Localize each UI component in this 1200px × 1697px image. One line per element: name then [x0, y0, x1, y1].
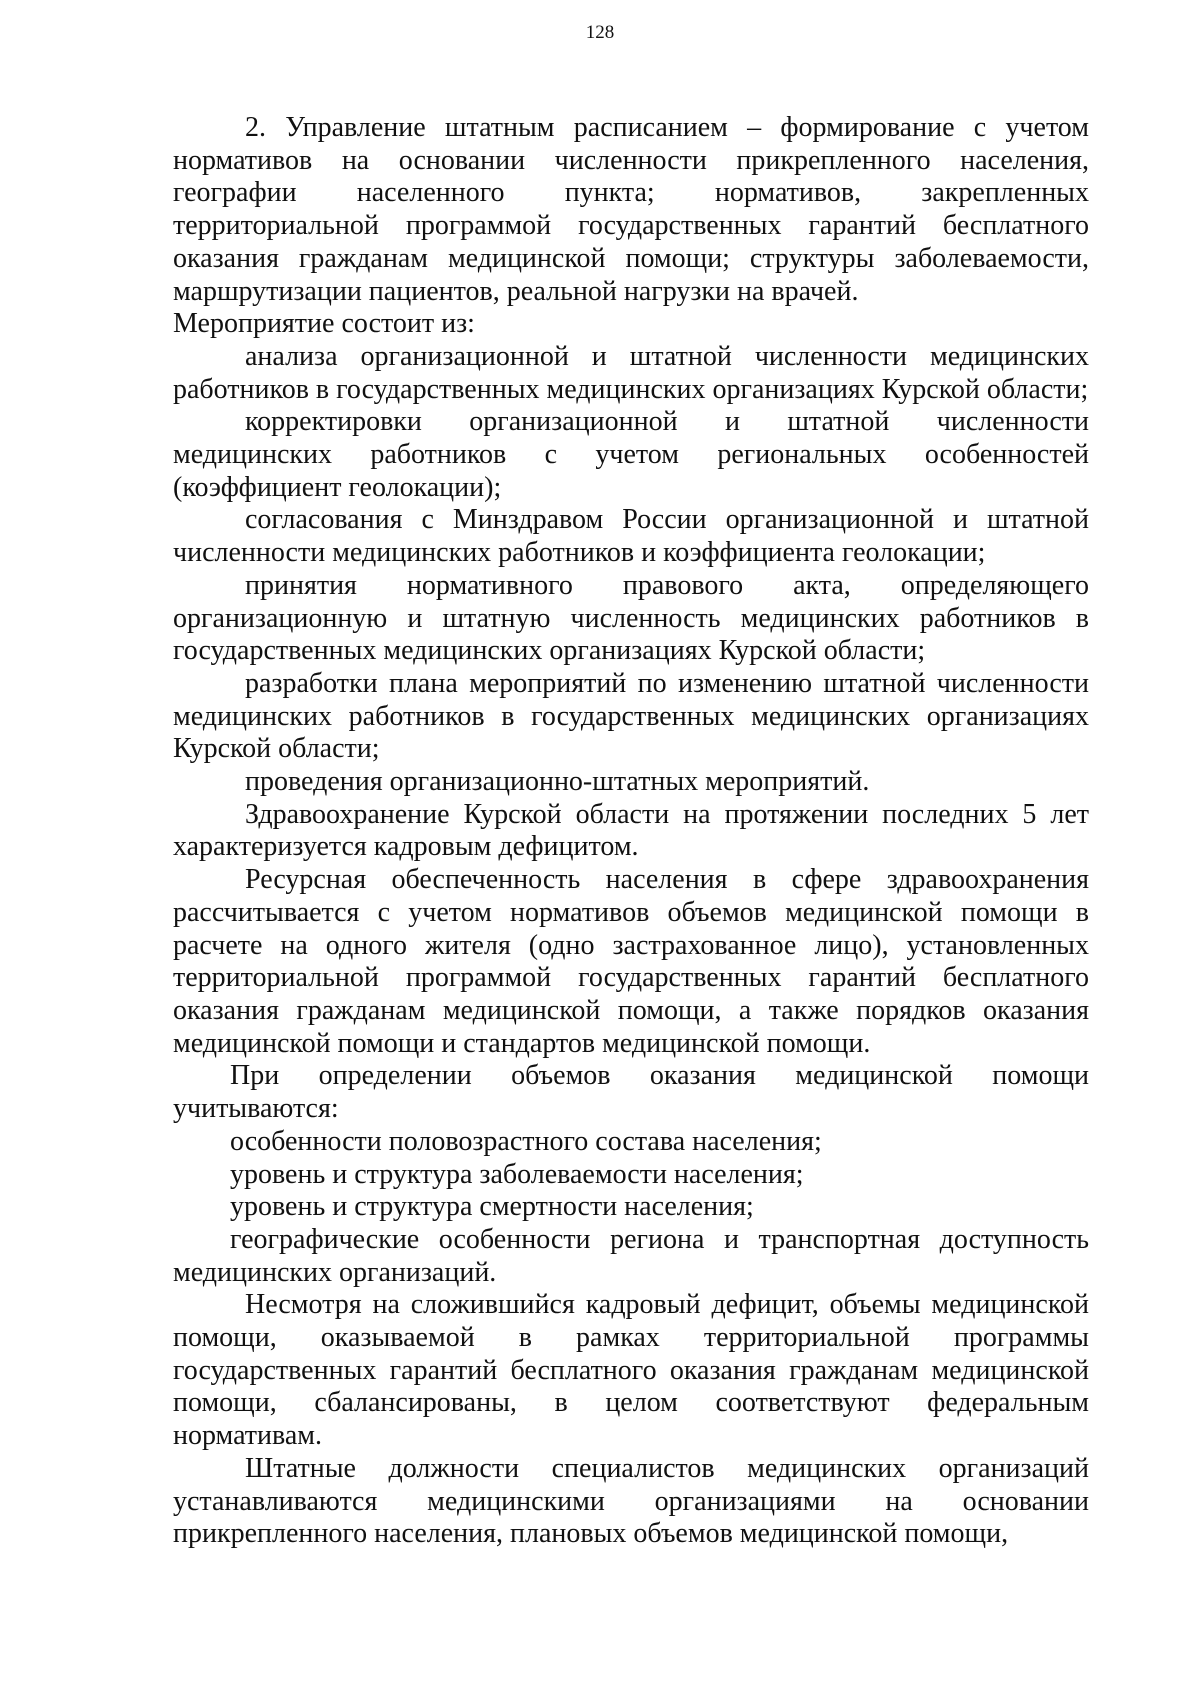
list-item-correction: корректировки организационной и штатной численности медицинских работников с учетом региональных особенностей (коэффициент геолокации);	[173, 406, 1089, 503]
list-item-normative-act: принятия нормативного правового акта, определяющего организационную и штатную численность медицинских работников в государственных медицинских организациях Курской области;	[173, 569, 1089, 667]
paragraph-measure-consists-of: Мероприятие состоит из:	[173, 308, 475, 340]
document-body	[173, 112, 1089, 1551]
paragraph-staff-deficit: Здравоохранение Курской области на протяжении последних 5 лет характеризуется кадровым дефицитом.	[173, 798, 1089, 863]
list-item-geography: географические особенности региона и транспортная доступность медицинских организаций.	[173, 1223, 1089, 1288]
paragraph-resource-provision: Ресурсная обеспеченность населения в сфере здравоохранения рассчитывается с учетом нормативов объемов медицинской помощи в расчете на одного жителя (одно застрахованное лицо), установленных территориальной программой государственных гарантий бесплатного оказания гражданам медицинской помощи, а также порядков оказания медицинской помощи и стандартов медицинской помощи.	[173, 864, 1089, 1059]
list-item-sex-age: особенности половозрастного состава населения;	[230, 1125, 822, 1157]
list-item-action-plan: разработки плана мероприятий по изменению штатной численности медицинских работников в государственных медицинских организациях Курской области;	[173, 667, 1089, 765]
paragraph-staff-positions: Штатные должности специалистов медицинских организаций устанавливаются медицинскими организациями на основании прикрепленного населения, плановых объемов медицинской помощи,	[173, 1452, 1089, 1550]
list-item-mortality: уровень и структура смертности населения;	[230, 1191, 754, 1223]
paragraph-volume-factors: При определении объемов оказания медицинской помощи учитываются:	[173, 1060, 1089, 1125]
list-item-morbidity: уровень и структура заболеваемости населения;	[230, 1158, 804, 1190]
list-item-staff-measures: проведения организационно-штатных мероприятий.	[245, 766, 870, 798]
paragraph-staffing-management: 2. Управление штатным расписанием – формирование с учетом нормативов на основании численности прикрепленного населения, географии населенного пункта; нормативов, закрепленных территориальной программой государственных гарантий бесплатного оказания гражданам медицинской помощи; структуры заболеваемости, маршрутизации пациентов, реальной нагрузки на врачей.	[173, 112, 1089, 307]
paragraph-volumes-balanced: Несмотря на сложившийся кадровый дефицит, объемы медицинской помощи, оказываемой в рамках территориальной программы государственных гарантий бесплатного оказания гражданам медицинской помощи, сбалансированы, в целом соответствуют федеральным нормативам.	[173, 1289, 1089, 1452]
page-number: 128	[585, 22, 615, 43]
list-item-analysis: анализа организационной и штатной численности медицинских работников в государственных медицинских организациях Курской области;	[173, 340, 1089, 405]
list-item-approval: согласования с Минздравом России организационной и штатной численности медицинских работников и коэффициента геолокации;	[173, 504, 1089, 569]
